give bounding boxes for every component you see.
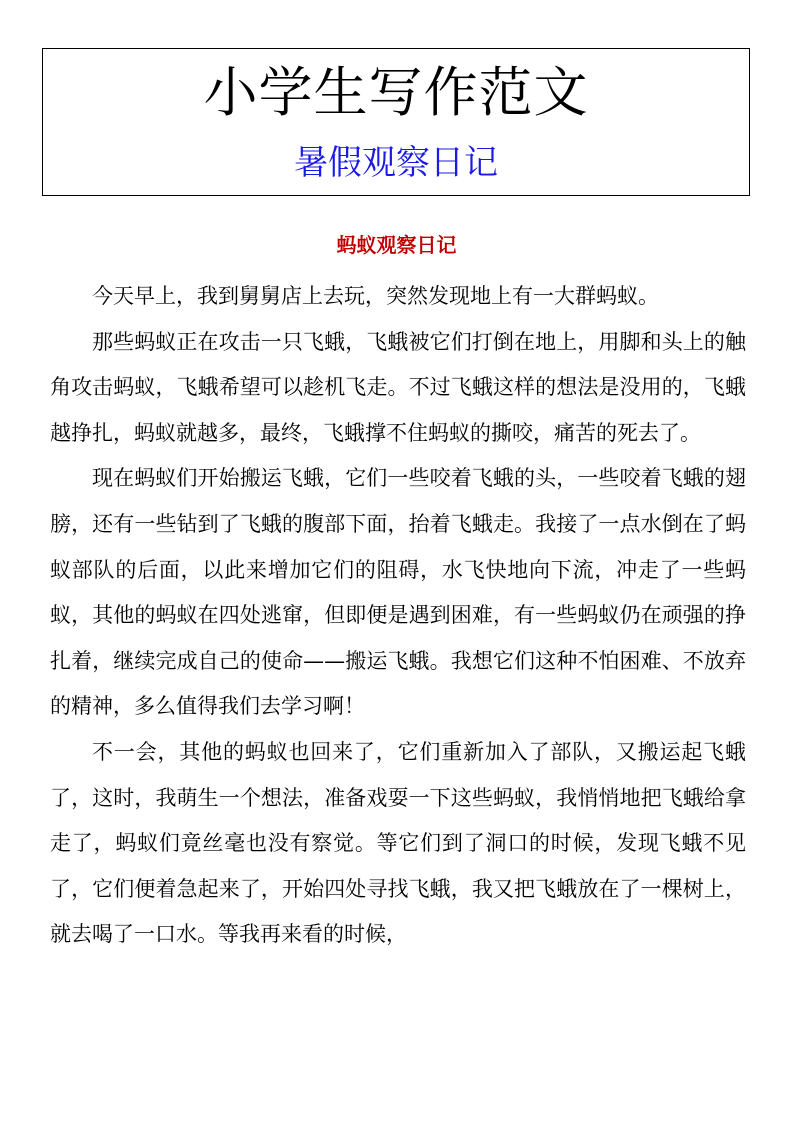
paragraph: 今天早上，我到舅舅店上去玩，突然发现地上有一大群蚂蚁。 [92, 284, 659, 308]
essay-title: 蚂蚁观察日记 [336, 233, 457, 257]
essay-body [50, 274, 746, 958]
page-subtitle: 暑假观察日记 [294, 143, 498, 183]
paragraph: 不一会，其他的蚂蚁也回来了，它们重新加入了部队，又搬运起飞蛾了，这时，我萌生一个想法，准备戏耍一下这些蚂蚁，我悄悄地把飞蛾给拿走了，蚂蚁们竟丝毫也没有察觉。等它们到了洞口的时候，发现飞蛾不见了，它们便着急起来了，开始四处寻找飞蛾，我又把飞蛾放在了一棵树上，就去喝了一口水。等我再来看的时候， [50, 739, 746, 947]
title-box [42, 48, 750, 196]
paragraph: 现在蚂蚁们开始搬运飞蛾，它们一些咬着飞蛾的头，一些咬着飞蛾的翅膀，还有一些钻到了飞蛾的腹部下面，抬着飞蛾走。我接了一点水倒在了蚂蚁部队的后面，以此来增加它们的阻碍，水飞快地向下流，冲走了一些蚂蚁，其他的蚂蚁在四处逃窜，但即便是遇到困难，有一些蚂蚁仍在顽强的挣扎着，继续完成自己的使命——搬运飞蛾。我想它们这种不怕困难、不放弃的精神，多么值得我们去学习啊！ [50, 466, 746, 719]
page-title: 小学生写作范文 [203, 61, 589, 124]
paragraph: 那些蚂蚁正在攻击一只飞蛾，飞蛾被它们打倒在地上，用脚和头上的触角攻击蚂蚁，飞蛾希望可以趁机飞走。不过飞蛾这样的想法是没用的，飞蛾越挣扎，蚂蚁就越多，最终，飞蛾撑不住蚂蚁的撕咬，痛苦的死去了。 [50, 329, 746, 445]
